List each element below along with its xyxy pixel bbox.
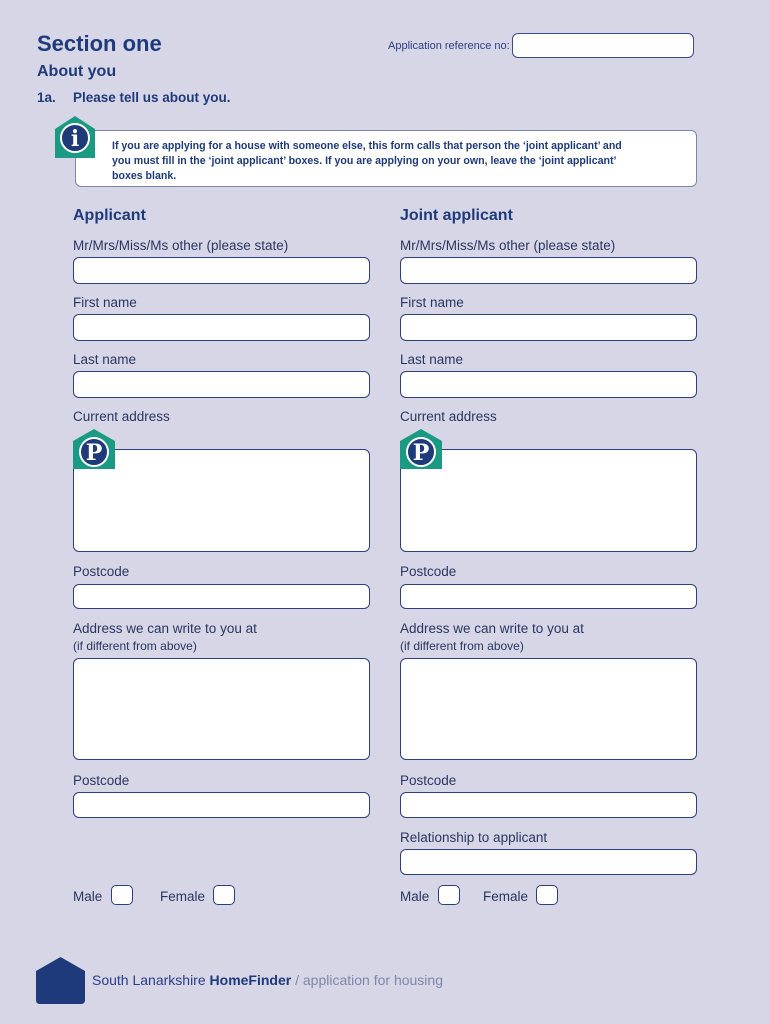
applicant-postcode2-label: Postcode xyxy=(73,773,130,788)
joint-last-name-label: Last name xyxy=(400,352,464,367)
joint-postcode2-input[interactable] xyxy=(400,792,697,818)
reference-label: Application reference no: xyxy=(388,40,510,52)
applicant-first-name-label: First name xyxy=(73,295,137,310)
joint-write-address-sublabel: (if different from above) xyxy=(400,639,524,653)
joint-postcode-label: Postcode xyxy=(400,564,457,579)
applicant-female-checkbox[interactable] xyxy=(213,885,235,905)
joint-current-address-input[interactable] xyxy=(400,449,697,552)
joint-postcode-input[interactable] xyxy=(400,584,697,609)
joint-male-checkbox[interactable] xyxy=(438,885,460,905)
info-box xyxy=(75,130,697,187)
joint-postcode2-label: Postcode xyxy=(400,773,457,788)
applicant-female-label: Female xyxy=(160,889,206,904)
applicant-write-address-sublabel: (if different from above) xyxy=(73,639,197,653)
info-line-3: boxes blank. xyxy=(112,170,177,182)
house-logo-icon xyxy=(36,957,85,1004)
question-number: 1a. xyxy=(37,90,56,105)
joint-write-address-label: Address we can write to you at xyxy=(400,621,584,636)
joint-title-label: Mr/Mrs/Miss/Ms other (please state) xyxy=(400,238,616,253)
question-text: Please tell us about you. xyxy=(73,90,231,105)
footer-brand: HomeFinder xyxy=(209,972,292,988)
footer-tagline: application for housing xyxy=(302,972,443,988)
reference-input[interactable] xyxy=(512,33,694,58)
applicant-last-name-label: Last name xyxy=(73,352,137,367)
joint-current-address-label: Current address xyxy=(400,409,497,424)
joint-last-name-input[interactable] xyxy=(400,371,697,398)
joint-first-name-label: First name xyxy=(400,295,464,310)
applicant-male-checkbox[interactable] xyxy=(111,885,133,905)
info-icon-letter: i xyxy=(70,126,80,152)
footer-text xyxy=(92,972,443,988)
applicant-postcode-input[interactable] xyxy=(73,584,370,609)
section-subtitle: About you xyxy=(37,63,117,80)
applicant-write-address-label: Address we can write to you at xyxy=(73,621,257,636)
info-line-2: you must fill in the ‘joint applicant’ boxes. If you are applying on your own, leave the ‘joint applicant’ xyxy=(112,155,617,167)
joint-write-address-input[interactable] xyxy=(400,658,697,760)
joint-title-input[interactable] xyxy=(400,257,697,284)
joint-p-letter: P xyxy=(412,440,430,466)
applicant-first-name-input[interactable] xyxy=(73,314,370,341)
applicant-current-address-input[interactable] xyxy=(73,449,370,552)
applicant-heading: Applicant xyxy=(73,207,146,224)
joint-heading: Joint applicant xyxy=(400,207,513,224)
applicant-p-letter: P xyxy=(85,440,103,466)
joint-female-label: Female xyxy=(483,889,529,904)
applicant-last-name-input[interactable] xyxy=(73,371,370,398)
applicant-title-input[interactable] xyxy=(73,257,370,284)
applicant-postcode-label: Postcode xyxy=(73,564,130,579)
applicant-write-address-input[interactable] xyxy=(73,658,370,760)
section-title: Section one xyxy=(37,31,162,56)
footer-slash: / xyxy=(291,972,303,988)
applicant-current-address-label: Current address xyxy=(73,409,170,424)
joint-relationship-label: Relationship to applicant xyxy=(400,830,548,845)
info-icon xyxy=(55,116,95,158)
applicant-male-label: Male xyxy=(73,889,103,904)
postcode-lookup-icon xyxy=(73,429,115,469)
footer-org: South Lanarkshire xyxy=(92,972,210,988)
joint-female-checkbox[interactable] xyxy=(536,885,558,905)
applicant-postcode2-input[interactable] xyxy=(73,792,370,818)
joint-first-name-input[interactable] xyxy=(400,314,697,341)
joint-relationship-input[interactable] xyxy=(400,849,697,875)
postcode-lookup-icon xyxy=(400,429,442,469)
applicant-title-label: Mr/Mrs/Miss/Ms other (please state) xyxy=(73,238,289,253)
joint-male-label: Male xyxy=(400,889,430,904)
info-line-1: If you are applying for a house with someone else, this form calls that person the ‘joint applicant’ and xyxy=(112,140,622,152)
